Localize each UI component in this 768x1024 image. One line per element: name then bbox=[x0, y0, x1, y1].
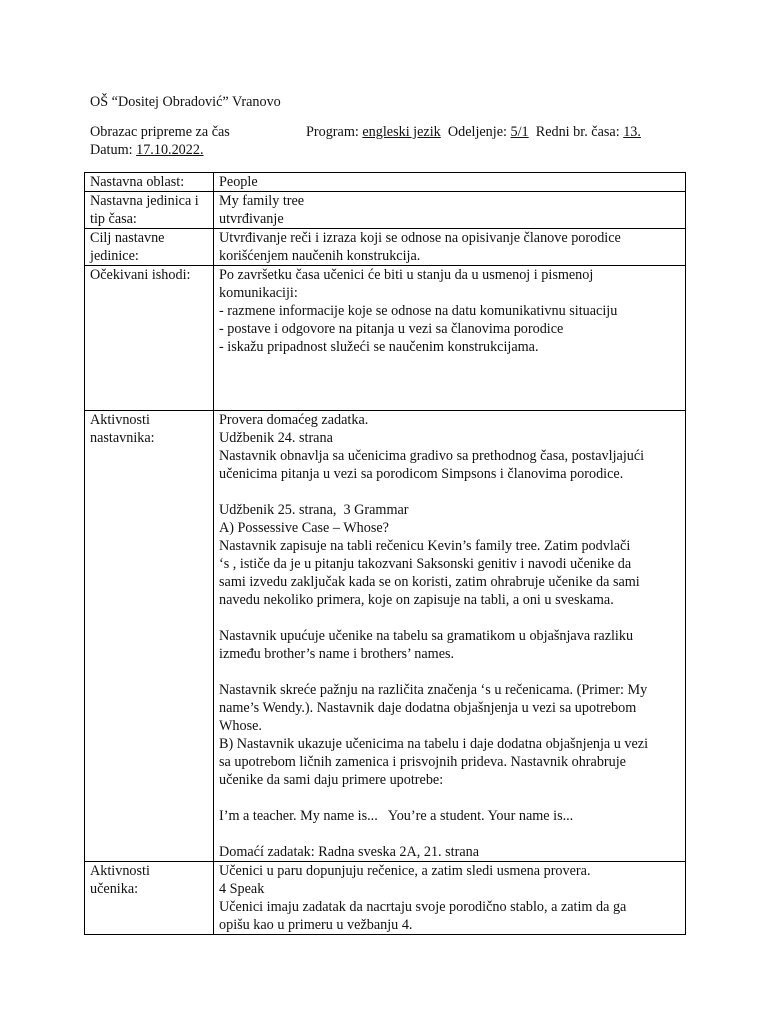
teacher-line: I’m a teacher. My name is... You’re a student. Your name is... bbox=[219, 808, 574, 824]
row-outcomes bbox=[85, 266, 686, 411]
teacher-activities-value bbox=[214, 411, 686, 862]
row-unit bbox=[85, 192, 686, 229]
row-student-activities bbox=[85, 862, 686, 935]
student-label-line: učenika: bbox=[90, 881, 139, 897]
blank-line bbox=[219, 663, 680, 681]
unit-label-line: tip časa: bbox=[90, 211, 137, 227]
program-value: engleski jezik bbox=[362, 124, 441, 140]
teacher-line: B) Nastavnik ukazuje učenicima na tabelu i daje dodatna objašnjenja u vezi bbox=[219, 736, 649, 752]
unit-label-line: Nastavna jedinica i bbox=[90, 193, 199, 209]
unit-value bbox=[214, 192, 686, 229]
school-name: OŠ “Dositej Obradović” Vranovo bbox=[90, 94, 281, 110]
unit-type: utvrđivanje bbox=[219, 211, 284, 227]
student-line: opišu kao u primeru u vežbanju 4. bbox=[219, 917, 413, 933]
unit-label bbox=[85, 192, 214, 229]
student-line: Učenici u paru dopunjuju rečenice, a zatim sledi usmena provera. bbox=[219, 863, 591, 879]
lesson-number-value: 13. bbox=[623, 124, 641, 140]
row-area bbox=[85, 173, 686, 192]
teacher-line: A) Possessive Case – Whose? bbox=[219, 520, 389, 536]
form-header-line bbox=[90, 123, 690, 141]
teacher-label-line: Aktivnosti bbox=[90, 412, 150, 428]
teacher-line: Whose. bbox=[219, 718, 262, 734]
outcome-line: - iskažu pripadnost služeći se naučenim konstrukcijama. bbox=[219, 339, 539, 355]
class-label: Odeljenje: bbox=[440, 124, 511, 140]
teacher-label-line: nastavnika: bbox=[90, 430, 155, 446]
teacher-line: Udžbenik 24. strana bbox=[219, 430, 333, 446]
goal-label-line: jedinice: bbox=[90, 248, 139, 264]
student-line: 4 Speak bbox=[219, 881, 265, 897]
teacher-line: učenike da sami daju primere upotrebe: bbox=[219, 772, 444, 788]
goal-label bbox=[85, 229, 214, 266]
blank-line bbox=[219, 483, 680, 501]
lesson-plan-table bbox=[84, 172, 686, 935]
teacher-line: Udžbenik 25. strana, 3 Grammar bbox=[219, 502, 409, 518]
outcomes-label: Očekivani ishodi: bbox=[85, 266, 214, 411]
row-teacher-activities bbox=[85, 411, 686, 862]
student-activities-label bbox=[85, 862, 214, 935]
outcome-line: - postave i odgovore na pitanja u vezi sa članovima porodice bbox=[219, 321, 564, 337]
goal-line: korišćenjem naučenih konstrukcija. bbox=[219, 248, 421, 264]
date-label: Datum: bbox=[90, 142, 137, 158]
blank-line bbox=[219, 609, 680, 627]
student-label-line: Aktivnosti bbox=[90, 863, 150, 879]
goal-label-line: Cilj nastavne bbox=[90, 230, 165, 246]
teacher-line: name’s Wendy.). Nastavnik daje dodatna objašnjenja u vezi sa upotrebom bbox=[219, 700, 637, 716]
teacher-line: učenicima pitanja u vezi sa porodicom Simpsons i članovima porodice. bbox=[219, 466, 624, 482]
goal-line: Utvrđivanje reči i izraza koji se odnose na opisivanje članove porodice bbox=[219, 230, 621, 246]
outcomes-value bbox=[214, 266, 686, 411]
outcome-line: Po završetku časa učenici će biti u stanju da u usmenoj i pismenoj bbox=[219, 267, 594, 283]
teacher-line: Nastavnik skreće pažnju na različita značenja ‘s u rečenicama. (Primer: My bbox=[219, 682, 648, 698]
teacher-line: ‘s , ističe da je u pitanju takozvani Saksonski genitiv i navodi učenike da bbox=[219, 556, 632, 572]
student-line: Učenici imaju zadatak da nacrtaju svoje porodično stablo, a zatim da ga bbox=[219, 899, 627, 915]
homework-line: Domaćí zadatak: Radna sveska 2A, 21. strana bbox=[219, 844, 480, 860]
class-value: 5/1 bbox=[510, 124, 529, 140]
form-title: Obrazac pripreme za čas bbox=[90, 124, 230, 140]
blank-line bbox=[219, 825, 680, 843]
teacher-line: između brother’s name i brothers’ names. bbox=[219, 646, 455, 662]
program-info bbox=[306, 123, 641, 141]
date-line bbox=[90, 141, 204, 159]
teacher-line: sami izvedu zaključak kada se on koristi, zatim ohrabruje učenike da sami bbox=[219, 574, 640, 590]
teacher-line: navedu nekoliko primera, koje on zapisuje na tabli, a oni u sveskama. bbox=[219, 592, 614, 608]
teacher-line: Nastavnik upućuje učenike na tabelu sa gramatikom u objašnjava razliku bbox=[219, 628, 634, 644]
row-goal bbox=[85, 229, 686, 266]
unit-title: My family tree bbox=[219, 193, 305, 209]
blank-line bbox=[219, 789, 680, 807]
lesson-number-label: Redni br. časa: bbox=[528, 124, 624, 140]
teacher-activities-label bbox=[85, 411, 214, 862]
teacher-line: Provera domaćeg zadatka. bbox=[219, 412, 369, 428]
teacher-line: sa upotrebom ličnih zamenica i prisvojnih prideva. Nastavnik ohrabruje bbox=[219, 754, 626, 770]
student-activities-value bbox=[214, 862, 686, 935]
teacher-line: Nastavnik obnavlja sa učenicima gradivo sa prethodnog časa, postavljajući bbox=[219, 448, 645, 464]
program-label: Program: bbox=[306, 124, 363, 140]
area-value: People bbox=[214, 173, 686, 192]
area-label: Nastavna oblast: bbox=[85, 173, 214, 192]
date-value: 17.10.2022. bbox=[136, 142, 204, 158]
outcome-line: komunikaciji: bbox=[219, 285, 298, 301]
goal-value bbox=[214, 229, 686, 266]
outcome-line: - razmene informacije koje se odnose na datu komunikativnu situaciju bbox=[219, 303, 618, 319]
teacher-line: Nastavnik zapisuje na tabli rečenicu Kevin’s family tree. Zatim podvlači bbox=[219, 538, 631, 554]
